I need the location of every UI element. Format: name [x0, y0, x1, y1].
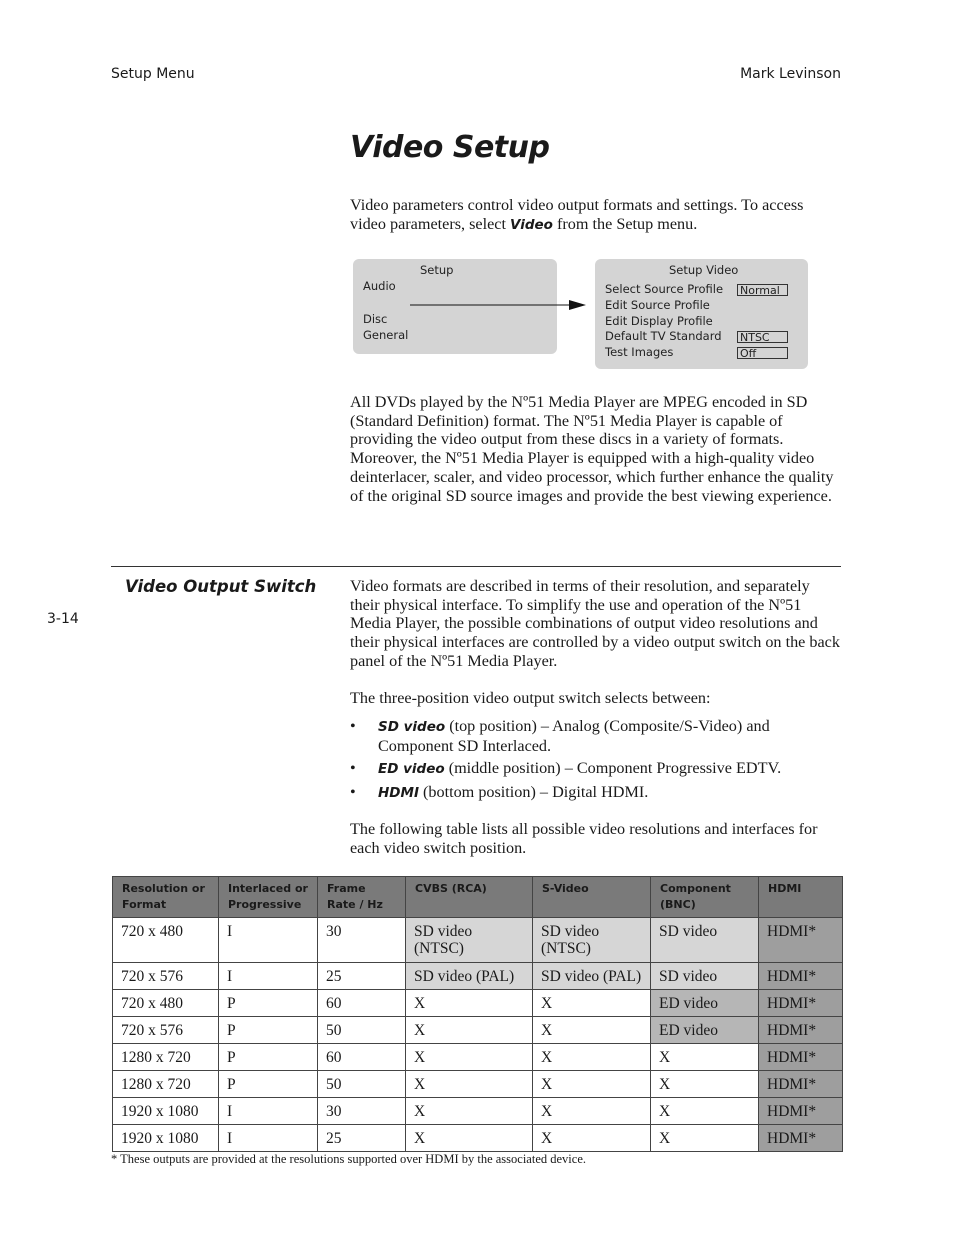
menu-item-edit-source-profile: Edit Source Profile [605, 298, 710, 312]
table-row [113, 1071, 843, 1098]
table-row [113, 1098, 843, 1125]
table-cell: X [533, 1125, 651, 1152]
table-cell: X [406, 1017, 533, 1044]
table-cell: 1920 x 1080 [113, 1125, 219, 1152]
table-footnote: * These outputs are provided at the resolutions supported over HDMI by the associated device. [111, 1152, 586, 1166]
table-cell: X [533, 990, 651, 1017]
table-cell: P [219, 990, 318, 1017]
bullet-text: (bottom position) – Digital HDMI. [418, 783, 649, 802]
video-formats-paragraph: Video formats are described in terms of their resolution, and separately their physical interface. To simplify the use and operation of the Nº51 Media Player, the possible combinations of output video resolutions and their physical interfaces are controlled by a video output switch on the back panel of the Nº51 Media Player. [350, 577, 840, 670]
table-row [113, 1044, 843, 1071]
section-heading: Video Output Switch [125, 577, 317, 596]
table-cell: 25 [318, 1125, 406, 1152]
table-cell: P [219, 1017, 318, 1044]
intro-text-after: from the Setup menu. [552, 214, 698, 233]
table-cell: I [219, 1125, 318, 1152]
table-row [113, 963, 843, 990]
table-cell: 720 x 576 [113, 1017, 219, 1044]
switch-intro-paragraph: The three-position video output switch selects between: [350, 689, 711, 707]
table-row [113, 918, 843, 963]
table-cell: 1280 x 720 [113, 1044, 219, 1071]
header-hdmi: HDMI [759, 877, 843, 918]
header-component: Component (BNC) [651, 877, 759, 918]
running-header-section: Setup Menu [111, 66, 195, 82]
table-cell: I [219, 1098, 318, 1125]
table-cell: 25 [318, 963, 406, 990]
table-cell: 30 [318, 918, 406, 963]
table-cell: HDMI* [759, 1017, 843, 1044]
menu-item-select-source-profile: Select Source Profile [605, 282, 724, 296]
table-cell: HDMI* [759, 1071, 843, 1098]
intro-keyword: Video [510, 216, 553, 233]
intro-text-before: Video parameters control video output formats and settings. To access video parameters, select [350, 196, 804, 233]
list-item [350, 717, 842, 755]
table-cell: I [219, 963, 318, 990]
switch-positions-list [350, 717, 842, 807]
table-cell: X [406, 1044, 533, 1071]
table-cell: X [406, 1071, 533, 1098]
menu-item-test-images: Test Images [605, 345, 674, 359]
bullet: • [350, 759, 356, 778]
header-s-video: S-Video [533, 877, 651, 918]
table-cell: HDMI* [759, 918, 843, 963]
table-cell: P [219, 1044, 318, 1071]
table-row [113, 1125, 843, 1152]
bullet-keyword: SD video [378, 719, 446, 735]
table-cell: 1920 x 1080 [113, 1098, 219, 1125]
table-header-row [113, 877, 843, 918]
table-cell: SD video (PAL) [406, 963, 533, 990]
table-cell: X [406, 990, 533, 1017]
test-images-value: Off [737, 347, 788, 359]
bullet: • [350, 783, 356, 802]
table-cell: P [219, 1071, 318, 1098]
setup-menu-item-audio: Audio [363, 279, 396, 293]
table-cell: 60 [318, 1044, 406, 1071]
table-cell: X [651, 1071, 759, 1098]
table-cell: 50 [318, 1071, 406, 1098]
table-cell: X [651, 1125, 759, 1152]
header-interlaced: Interlaced or Progressive [219, 877, 318, 918]
setup-menu-title: Setup [420, 263, 454, 277]
list-item [350, 783, 842, 803]
video-resolution-table [112, 876, 843, 1152]
table-intro-paragraph: The following table lists all possible video resolutions and interfaces for each video switch position. [350, 820, 818, 857]
table-cell: HDMI* [759, 1044, 843, 1071]
table-cell: ED video [651, 990, 759, 1017]
header-cvbs: CVBS (RCA) [406, 877, 533, 918]
setup-menu-item-general: General [363, 328, 409, 342]
table-cell: HDMI* [759, 963, 843, 990]
menu-item-edit-display-profile: Edit Display Profile [605, 314, 713, 328]
header-frame-rate: Frame Rate / Hz [318, 877, 406, 918]
table-cell: X [651, 1044, 759, 1071]
list-item [350, 759, 842, 779]
menu-arrow-icon [410, 296, 590, 316]
table-cell: X [406, 1098, 533, 1125]
table-cell: SD video (NTSC) [533, 918, 651, 963]
table-cell: X [533, 1017, 651, 1044]
table-cell: X [533, 1098, 651, 1125]
default-tv-standard-value: NTSC [737, 331, 788, 343]
table-cell: SD video [651, 918, 759, 963]
table-cell: HDMI* [759, 1098, 843, 1125]
table-cell: SD video [651, 963, 759, 990]
table-cell: X [533, 1044, 651, 1071]
table-cell: 720 x 576 [113, 963, 219, 990]
table-cell: 30 [318, 1098, 406, 1125]
table-cell: 1280 x 720 [113, 1071, 219, 1098]
table-cell: X [406, 1125, 533, 1152]
menu-item-default-tv-standard: Default TV Standard [605, 329, 722, 343]
table-cell: HDMI* [759, 990, 843, 1017]
table-cell: 720 x 480 [113, 918, 219, 963]
table-row [113, 1017, 843, 1044]
bullet-text: (middle position) – Component Progressive EDTV. [444, 759, 782, 778]
setup-menu-item-disc: Disc [363, 312, 388, 326]
table-cell: I [219, 918, 318, 963]
section-divider [111, 566, 841, 567]
intro-paragraph [350, 196, 842, 234]
bullet-text: (top position) – Analog (Composite/S-Video) and Component SD Interlaced. [378, 717, 770, 755]
page-number: 3-14 [47, 611, 79, 627]
table-cell: 60 [318, 990, 406, 1017]
running-header-brand: Mark Levinson [740, 66, 841, 82]
table-cell: SD video (NTSC) [406, 918, 533, 963]
dvd-format-paragraph: All DVDs played by the Nº51 Media Player are MPEG encoded in SD (Standard Definition) format. The Nº51 Media Player is capable of providing the video output from these discs in a variety of formats. Moreover, the Nº51 Media Player is equipped with a high-quality video deinterlacer, scaler, and video processor, which further enhance the quality of the original SD source images and provide the best viewing experience. [350, 393, 834, 505]
table-cell: X [533, 1071, 651, 1098]
select-source-profile-value: Normal [737, 284, 788, 296]
table-cell: SD video (PAL) [533, 963, 651, 990]
bullet: • [350, 717, 356, 735]
setup-video-menu-diagram [595, 259, 808, 369]
table-row [113, 990, 843, 1017]
table-cell: X [651, 1098, 759, 1125]
table-cell: 720 x 480 [113, 990, 219, 1017]
setup-video-menu-title: Setup Video [669, 263, 739, 277]
bullet-keyword: ED video [378, 761, 445, 778]
header-resolution: Resolution or Format [113, 877, 219, 918]
bullet-keyword: HDMI [378, 785, 419, 802]
table-cell: 50 [318, 1017, 406, 1044]
page-title: Video Setup [350, 130, 550, 165]
table-cell: HDMI* [759, 1125, 843, 1152]
table-cell: ED video [651, 1017, 759, 1044]
